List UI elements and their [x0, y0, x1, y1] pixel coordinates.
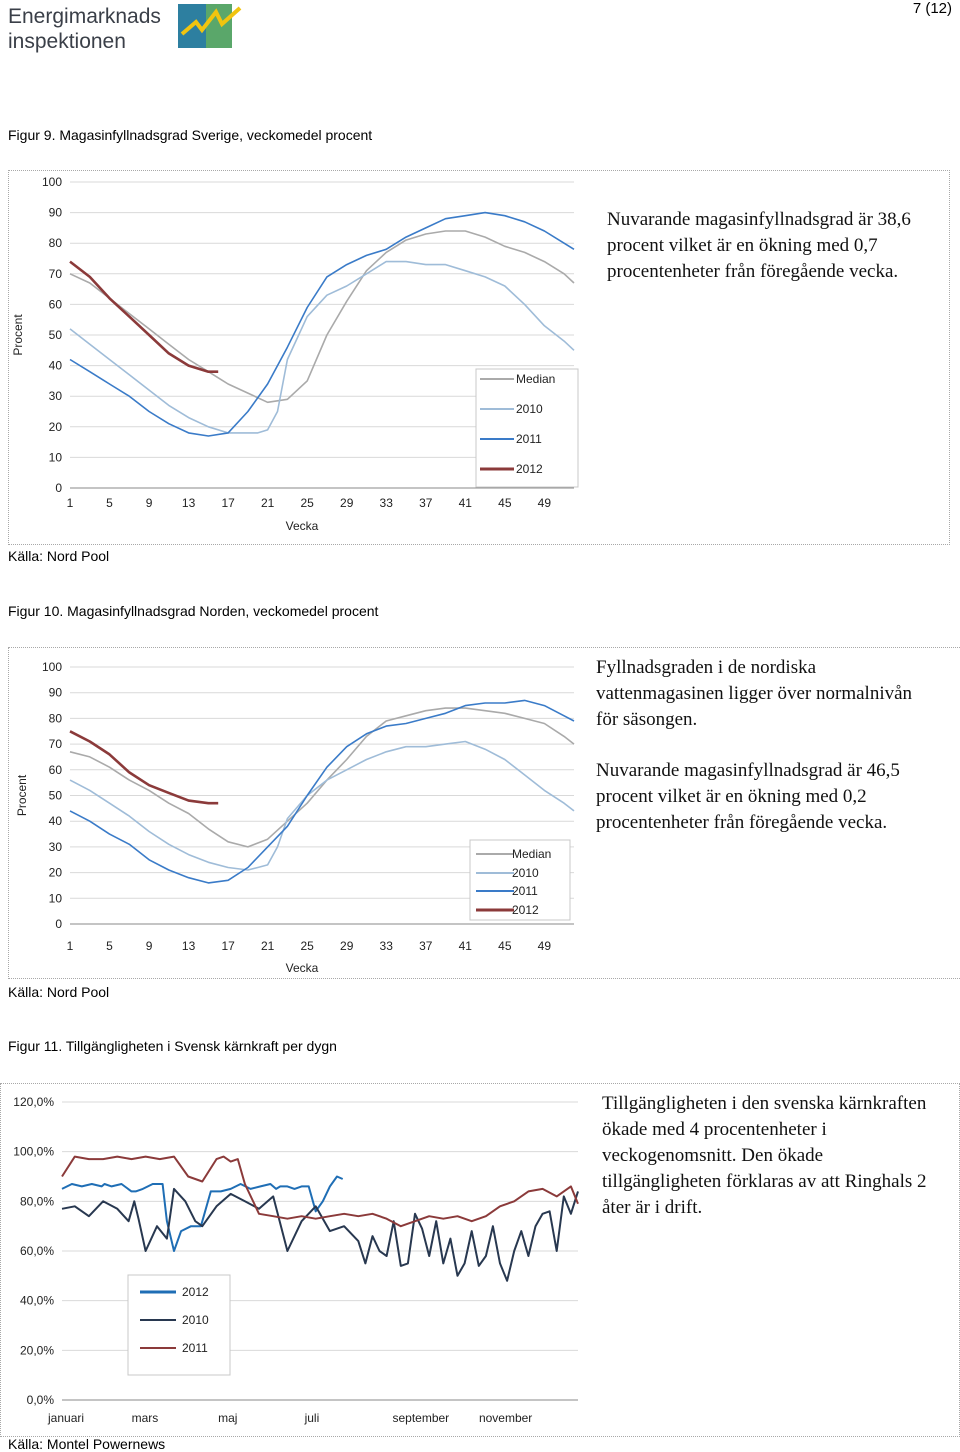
- y-tick-label: 40: [48, 814, 62, 829]
- figure-10-note-2: Nuvarande magasinfyllnadsgrad är 46,5 procent vilket är en ökning med 0,2 procentenheter från föregående vecka.: [596, 760, 900, 833]
- x-tick-label: 17: [221, 496, 235, 510]
- y-tick-label: 90: [48, 205, 62, 220]
- figure-10-source: Källa: Nord Pool: [8, 984, 110, 1000]
- x-tick-label: 21: [260, 496, 275, 510]
- y-tick-label: 40,0%: [19, 1293, 54, 1308]
- figure-9-source: Källa: Nord Pool: [8, 548, 110, 564]
- x-tick-label: 9: [145, 939, 153, 953]
- legend-label: 2010: [512, 866, 539, 880]
- y-tick-label: 100: [41, 660, 62, 674]
- y-tick-label: 70: [48, 737, 62, 752]
- series-line-2012: [70, 262, 218, 372]
- x-tick-label: 21: [260, 939, 275, 953]
- x-tick-label: 1: [66, 939, 74, 953]
- x-tick-label: 37: [419, 496, 433, 510]
- x-tick-label: 1: [66, 496, 74, 510]
- y-tick-label: 20: [48, 419, 62, 434]
- figure-11-source: Källa: Montel Powernews: [8, 1436, 166, 1452]
- y-tick-label: 10: [48, 891, 62, 906]
- x-axis-label: Vecka: [285, 961, 319, 975]
- legend-label: 2010: [516, 402, 543, 416]
- legend-label: 2011: [512, 884, 538, 898]
- x-tick-label: maj: [218, 1411, 238, 1425]
- x-tick-label: 45: [498, 496, 512, 510]
- x-tick-label: juli: [304, 1411, 320, 1425]
- legend-label: Median: [512, 847, 552, 861]
- figure-10-chart: [8, 647, 583, 977]
- y-tick-label: 70: [48, 266, 62, 281]
- y-tick-label: 50: [48, 788, 62, 803]
- figure-11-caption: Figur 11. Tillgängligheten i Svensk kärnkraft per dygn: [8, 1038, 337, 1054]
- y-tick-label: 80,0%: [19, 1194, 54, 1209]
- figure-11-note: Tillgängligheten i den svenska kärnkraften ökade med 4 procentenheter i veckogenomsnitt. Den ökade tillgängligheten förklaras av att Ringhals 2 åter är i drift.: [602, 1093, 927, 1218]
- x-tick-label: september: [392, 1411, 450, 1425]
- y-tick-label: 0: [55, 917, 62, 931]
- y-tick-label: 10: [48, 450, 62, 465]
- legend-label: 2011: [182, 1341, 208, 1355]
- figure-10-note-1: Fyllnadsgraden i de nordiska vattenmagasinen ligger över normalnivån för säsongen.: [596, 657, 913, 730]
- x-tick-label: 25: [300, 939, 314, 953]
- series-line-2010: [62, 1189, 578, 1281]
- logo-mark-icon: [178, 4, 244, 50]
- x-tick-label: 29: [340, 496, 354, 510]
- x-tick-label: 37: [419, 939, 433, 953]
- figure-9-chart: [8, 170, 593, 543]
- y-tick-label: 30: [48, 389, 62, 404]
- y-tick-label: 20: [48, 865, 62, 880]
- x-tick-label: 13: [181, 496, 196, 510]
- y-tick-label: 80: [48, 236, 62, 251]
- x-tick-label: 13: [181, 939, 196, 953]
- x-tick-label: 41: [458, 496, 472, 510]
- y-tick-label: 120,0%: [13, 1095, 54, 1109]
- series-line-median: [70, 708, 574, 847]
- logo-text-line1: Energimarknads: [8, 5, 161, 28]
- figure-11-chart: [0, 1083, 585, 1435]
- y-tick-label: 0,0%: [26, 1393, 54, 1407]
- legend-label: Median: [516, 372, 556, 386]
- x-axis-label: Vecka: [285, 519, 319, 533]
- y-axis-label: Procent: [15, 774, 29, 817]
- y-tick-label: 50: [48, 328, 62, 342]
- x-tick-label: 49: [537, 496, 552, 510]
- legend-label: 2011: [516, 432, 542, 446]
- x-tick-label: 25: [300, 496, 314, 510]
- series-line-2012: [62, 1177, 343, 1252]
- logo: [8, 4, 238, 53]
- y-tick-label: 30: [48, 839, 62, 854]
- y-tick-label: 40: [48, 358, 62, 373]
- y-tick-label: 90: [48, 685, 62, 700]
- y-tick-label: 0: [55, 481, 62, 495]
- figure-9-caption: Figur 9. Magasinfyllnadsgrad Sverige, veckomedel procent: [8, 127, 373, 143]
- x-tick-label: januari: [48, 1411, 85, 1425]
- y-tick-label: 60: [48, 297, 62, 312]
- legend-label: 2010: [182, 1313, 209, 1327]
- figure-9-note: Nuvarande magasinfyllnadsgrad är 38,6 procent vilket är en ökning med 0,7 procentenheter från föregående vecka.: [607, 209, 911, 282]
- x-tick-label: november: [478, 1411, 533, 1425]
- x-tick-label: 45: [498, 939, 512, 953]
- logo-text-line2: inspektionen: [8, 30, 126, 53]
- x-tick-label: 5: [106, 496, 113, 510]
- legend-label: 2012: [516, 462, 543, 476]
- x-tick-label: 9: [145, 496, 153, 510]
- x-tick-label: 33: [379, 496, 393, 510]
- legend-label: 2012: [182, 1285, 209, 1299]
- x-tick-label: 41: [458, 939, 472, 953]
- x-tick-label: 17: [221, 939, 235, 953]
- y-tick-label: 20,0%: [19, 1343, 54, 1358]
- legend-label: 2012: [512, 903, 539, 917]
- x-tick-label: 29: [340, 939, 354, 953]
- y-tick-label: 60: [48, 762, 62, 777]
- x-tick-label: mars: [131, 1411, 159, 1425]
- figure-10-caption: Figur 10. Magasinfyllnadsgrad Norden, veckomedel procent: [8, 603, 379, 619]
- y-tick-label: 60,0%: [19, 1244, 54, 1258]
- y-tick-label: 80: [48, 711, 62, 726]
- x-tick-label: 5: [106, 939, 113, 953]
- y-tick-label: 100: [41, 175, 62, 189]
- legend-box: [128, 1275, 230, 1375]
- y-tick-label: 100,0%: [13, 1144, 54, 1159]
- x-tick-label: 49: [537, 939, 552, 953]
- x-tick-label: 33: [379, 939, 393, 953]
- y-axis-label: Procent: [11, 314, 25, 356]
- page-number: 7 (12): [912, 0, 952, 17]
